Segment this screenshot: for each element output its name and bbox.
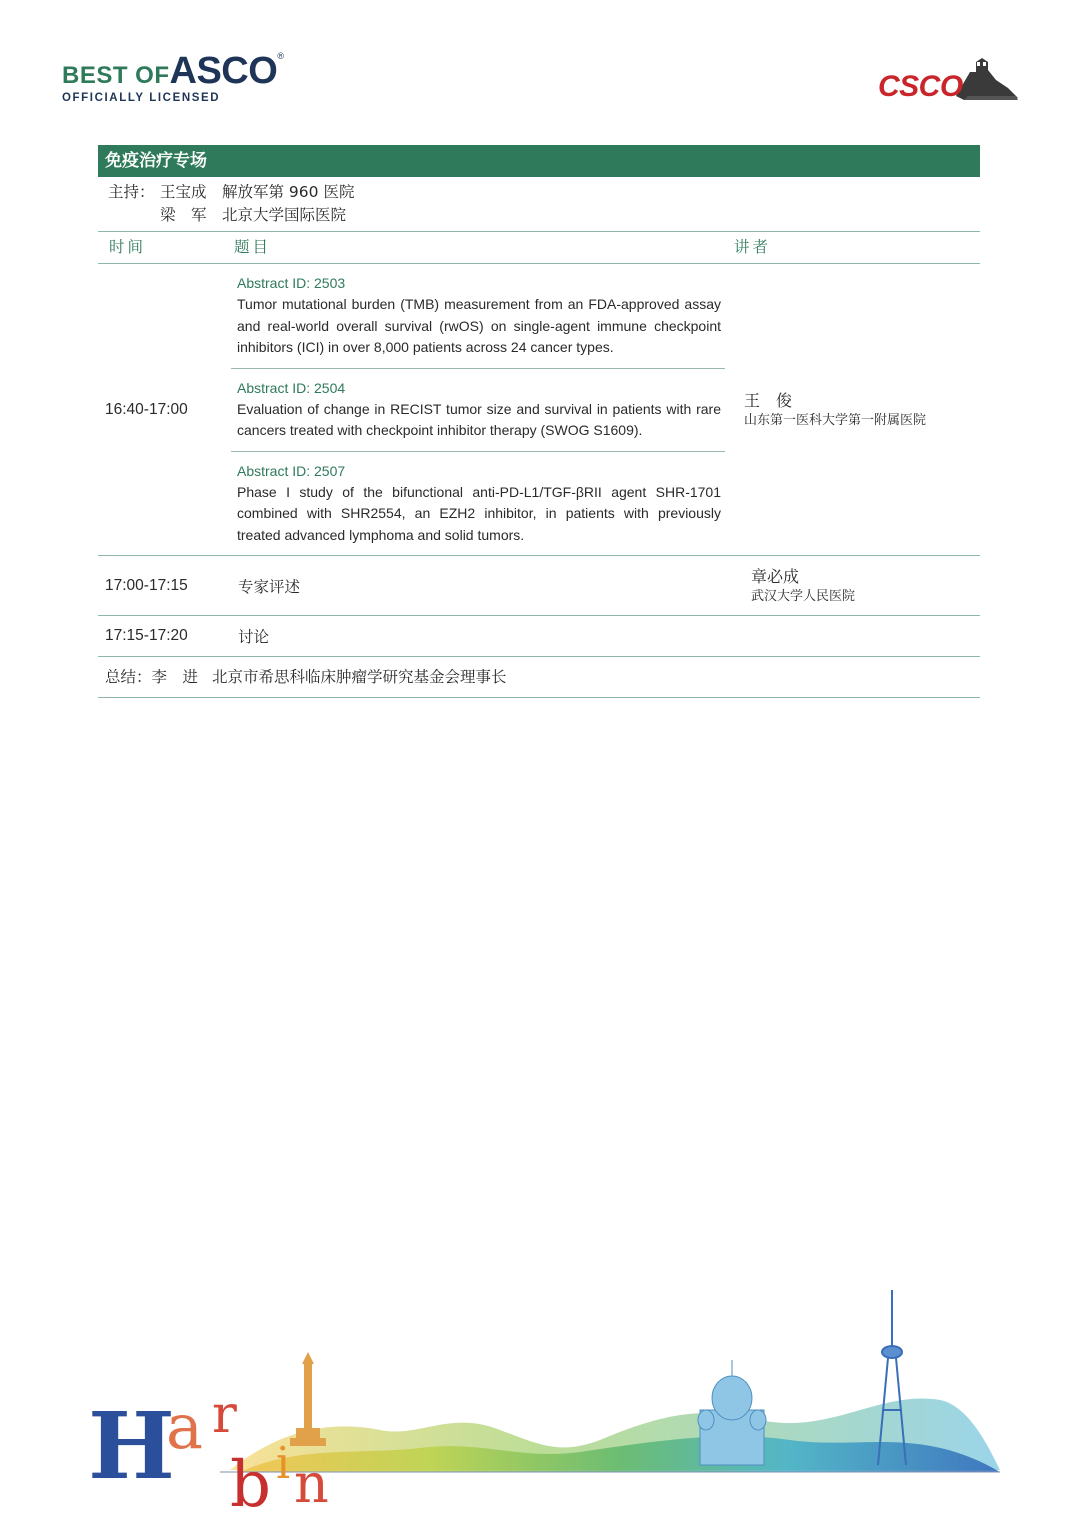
asco-word: ASCO [169,50,278,92]
speaker-name: 王 俊 [744,390,793,410]
asco-registered: ® [277,51,284,61]
chair-institution: 北京大学国际医院 [222,206,347,224]
session-title: 免疫治疗专场 [98,145,980,177]
csco-logo [878,50,1028,108]
abstract-title: Phase I study of the bifunctional anti-PD-L1/TGF-βRII agent SHR-1701 combined with SHR2554, an EZH2 inhibitor, in patients with previously treated advanced lymphoma and solid tumors. [237,483,721,543]
column-header-time: 时间 [109,238,147,256]
csco-wordmark: CSCO [878,70,963,103]
chair-name: 梁 军 [160,206,207,224]
row-speaker [732,616,980,656]
row-topic: 专家评述 [238,577,301,596]
chair-row [108,204,980,227]
abstract-id: Abstract ID: 2503 [237,275,346,291]
row-speaker [725,264,980,555]
harbin-letter-n: n [294,1452,329,1515]
column-header-topic: 题目 [234,238,272,256]
abstract-id: Abstract ID: 2507 [237,462,346,479]
harbin-letter-i: i [276,1438,291,1489]
harbin-letter-b: b [230,1448,271,1522]
session-chairs [98,177,980,232]
asco-best-of: BEST OF [62,62,170,89]
asco-subtitle: OFFICIALLY LICENSED [62,92,221,104]
abstract-item [231,369,725,452]
speaker-institution: 山东第一医科大学第一附属医院 [744,412,927,428]
session-summary [98,657,980,698]
abstract-item [231,264,725,369]
chair-name: 王宝成 [160,183,207,201]
abstract-title: Tumor mutational burden (TMB) measurement from an FDA-approved assay and real-world overall survival (rwOS) on single-agent immune checkpoint inhibitors (ICI) in over 8,000 patients across 24 cancer types. [237,296,721,355]
column-header-speaker: 讲者 [734,238,772,256]
abstract-id: Abstract ID: 2504 [237,379,346,396]
chair-label: 主持： [108,183,155,201]
best-of-asco-logo [62,52,284,104]
summary-name: 李 进 [151,668,199,686]
row-time: 17:00-17:15 [105,576,188,594]
harbin-skyline-illustration [0,1280,1080,1526]
session-table [98,145,980,698]
sophia-cathedral [698,1360,766,1465]
harbin-letter-h: H [88,1392,175,1500]
abstract-item [231,452,725,556]
summary-institution: 北京市希思科临床肿瘤学研究基金会理事长 [212,668,507,686]
table-row [98,556,980,616]
row-topic: 讨论 [238,628,270,646]
abstract-title: Evaluation of change in RECIST tumor size and survival in patients with rare cancers treated with checkpoint inhibitor therapy (SWOG S1609). [237,400,721,438]
harbin-letter-a: a [166,1390,203,1463]
harbin-letter-r: r [212,1385,237,1445]
chair-institution: 解放军第 960 医院 [222,183,355,201]
table-row [98,264,980,556]
table-row [98,616,980,657]
speaker-institution: 武汉大学人民医院 [751,588,856,604]
row-time: 17:15-17:20 [105,627,188,644]
speaker-name: 章必成 [751,566,800,586]
row-topic [231,264,725,555]
chair-row [108,181,980,204]
row-speaker [732,556,980,615]
column-headers [98,232,980,264]
summary-label: 总结： [105,668,152,686]
row-time: 16:40-17:00 [105,400,188,418]
